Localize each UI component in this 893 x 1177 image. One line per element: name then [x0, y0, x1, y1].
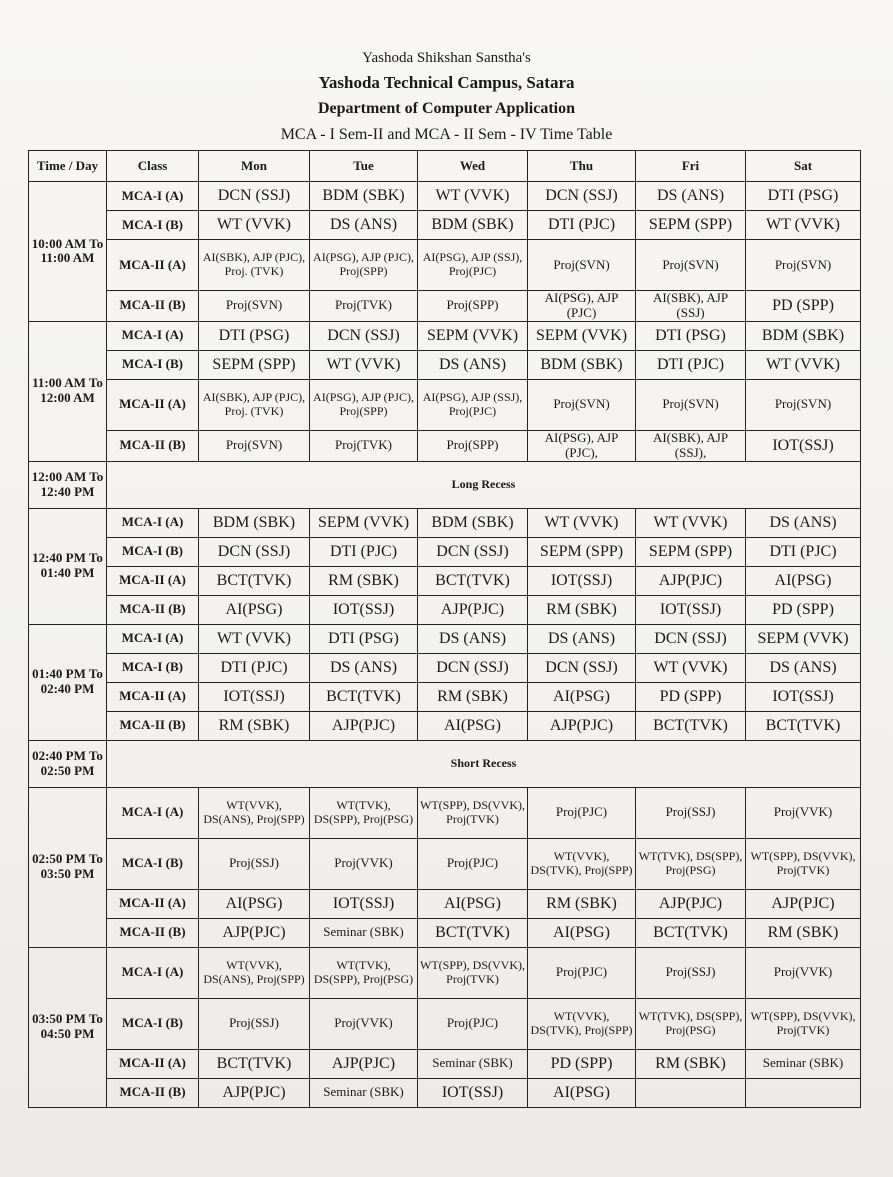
- class-label: MCA-I (B): [107, 998, 199, 1049]
- timetable: [28, 150, 861, 1108]
- lecture-cell: DS (ANS): [418, 624, 528, 653]
- lecture-cell: AI(PSG): [746, 566, 861, 595]
- lecture-cell: WT(VVK), DS(ANS), Proj(SPP): [199, 787, 310, 838]
- lecture-cell: IOT(SSJ): [310, 889, 418, 918]
- lecture-cell: AI(PSG): [528, 1078, 636, 1107]
- lecture-cell: DCN (SSJ): [199, 537, 310, 566]
- lecture-cell: WT(SPP), DS(VVK), Proj(TVK): [418, 787, 528, 838]
- lecture-cell: DCN (SSJ): [636, 624, 746, 653]
- lecture-cell: Proj(VVK): [310, 998, 418, 1049]
- lecture-cell: AJP(PJC): [746, 889, 861, 918]
- table-row: [29, 240, 861, 291]
- lecture-cell: AJP(PJC): [636, 889, 746, 918]
- class-label: MCA-II (A): [107, 682, 199, 711]
- recess-label: Short Recess: [107, 740, 861, 787]
- lecture-cell: Proj(SVN): [199, 291, 310, 322]
- lecture-cell: AJP(PJC): [199, 1078, 310, 1107]
- lecture-cell: AI(PSG), AJP (PJC): [528, 291, 636, 322]
- lecture-cell: PD (SPP): [746, 291, 861, 322]
- class-label: MCA-II (B): [107, 711, 199, 740]
- class-label: MCA-II (B): [107, 595, 199, 624]
- table-row: [29, 430, 861, 461]
- lecture-cell: WT(TVK), DS(SPP), Proj(PSG): [310, 787, 418, 838]
- lecture-cell: AI(PSG), AJP (PJC), Proj(SPP): [310, 379, 418, 430]
- lecture-cell: Proj(SPP): [418, 291, 528, 322]
- time-slot: 02:40 PM To 02:50 PM: [29, 740, 107, 787]
- lecture-cell: AI(SBK), AJP (PJC), Proj. (TVK): [199, 240, 310, 291]
- lecture-cell: RM (SBK): [746, 918, 861, 947]
- class-label: MCA-I (B): [107, 537, 199, 566]
- lecture-cell: DTI (PJC): [310, 537, 418, 566]
- table-row: [29, 682, 861, 711]
- lecture-cell: Proj(SVN): [199, 430, 310, 461]
- class-label: MCA-I (A): [107, 624, 199, 653]
- table-row: [29, 838, 861, 889]
- table-row: [29, 379, 861, 430]
- lecture-cell: DCN (SSJ): [199, 182, 310, 211]
- lecture-cell: BCT(TVK): [199, 1049, 310, 1078]
- lecture-cell: BDM (SBK): [528, 350, 636, 379]
- recess-label: Long Recess: [107, 461, 861, 508]
- lecture-cell: WT (VVK): [199, 211, 310, 240]
- lecture-cell: BCT(TVK): [636, 918, 746, 947]
- lecture-cell: DS (ANS): [636, 182, 746, 211]
- table-row: [29, 998, 861, 1049]
- lecture-cell: DCN (SSJ): [310, 321, 418, 350]
- lecture-cell: IOT(SSJ): [310, 595, 418, 624]
- lecture-cell: DS (ANS): [528, 624, 636, 653]
- table-row: [29, 182, 861, 211]
- lecture-cell: Seminar (SBK): [310, 918, 418, 947]
- lecture-cell: SEPM (VVK): [528, 321, 636, 350]
- time-slot: 02:50 PM To 03:50 PM: [29, 787, 107, 947]
- lecture-cell: RM (SBK): [418, 682, 528, 711]
- lecture-cell: IOT(SSJ): [746, 430, 861, 461]
- lecture-cell: DCN (SSJ): [418, 537, 528, 566]
- col-header: Class: [107, 151, 199, 182]
- lecture-cell: PD (SPP): [528, 1049, 636, 1078]
- class-label: MCA-II (B): [107, 430, 199, 461]
- lecture-cell: DTI (PSG): [199, 321, 310, 350]
- lecture-cell: Proj(SVN): [636, 240, 746, 291]
- lecture-cell: WT (VVK): [636, 653, 746, 682]
- lecture-cell: RM (SBK): [310, 566, 418, 595]
- lecture-cell: Seminar (SBK): [310, 1078, 418, 1107]
- lecture-cell: DTI (PJC): [636, 350, 746, 379]
- lecture-cell: Proj(PJC): [528, 947, 636, 998]
- class-label: MCA-I (A): [107, 508, 199, 537]
- header-row: [29, 151, 861, 182]
- table-row: [29, 566, 861, 595]
- lecture-cell: AI(SBK), AJP (SSJ): [636, 291, 746, 322]
- lecture-cell: BDM (SBK): [199, 508, 310, 537]
- table-row: [29, 947, 861, 998]
- lecture-cell: AJP(PJC): [310, 711, 418, 740]
- lecture-cell: SEPM (SPP): [636, 537, 746, 566]
- class-label: MCA-I (B): [107, 653, 199, 682]
- lecture-cell: Proj(TVK): [310, 430, 418, 461]
- lecture-cell: BCT(TVK): [418, 918, 528, 947]
- lecture-cell: DTI (PSG): [310, 624, 418, 653]
- class-label: MCA-II (B): [107, 1078, 199, 1107]
- lecture-cell: DTI (PJC): [199, 653, 310, 682]
- lecture-cell: DCN (SSJ): [418, 653, 528, 682]
- lecture-cell: IOT(SSJ): [199, 682, 310, 711]
- class-label: MCA-I (B): [107, 350, 199, 379]
- class-label: MCA-II (A): [107, 240, 199, 291]
- lecture-cell: DTI (PSG): [636, 321, 746, 350]
- lecture-cell: AI(PSG): [528, 918, 636, 947]
- table-row: [29, 711, 861, 740]
- col-header: Time / Day: [29, 151, 107, 182]
- time-slot: 03:50 PM To 04:50 PM: [29, 947, 107, 1107]
- table-row: [29, 508, 861, 537]
- table-row: [29, 918, 861, 947]
- lecture-cell: AJP(PJC): [310, 1049, 418, 1078]
- lecture-cell: WT(VVK), DS(TVK), Proj(SPP): [528, 838, 636, 889]
- lecture-cell: Proj(SSJ): [636, 947, 746, 998]
- lecture-cell: DTI (PJC): [528, 211, 636, 240]
- lecture-cell: BCT(TVK): [418, 566, 528, 595]
- lecture-cell: SEPM (VVK): [310, 508, 418, 537]
- lecture-cell: DS (ANS): [746, 508, 861, 537]
- lecture-cell: SEPM (SPP): [636, 211, 746, 240]
- lecture-cell: AI(PSG): [528, 682, 636, 711]
- time-slot: 01:40 PM To 02:40 PM: [29, 624, 107, 740]
- lecture-cell: Proj(SVN): [746, 240, 861, 291]
- lecture-cell: DS (ANS): [746, 653, 861, 682]
- lecture-cell: IOT(SSJ): [418, 1078, 528, 1107]
- timetable-title: MCA - I Sem-II and MCA - II Sem - IV Time Table: [280, 126, 613, 143]
- lecture-cell: AI(SBK), AJP (PJC), Proj. (TVK): [199, 379, 310, 430]
- lecture-cell: SEPM (SPP): [528, 537, 636, 566]
- lecture-cell: WT (VVK): [418, 182, 528, 211]
- lecture-cell: DS (ANS): [418, 350, 528, 379]
- class-label: MCA-I (A): [107, 321, 199, 350]
- lecture-cell: AI(PSG), AJP (PJC),: [528, 430, 636, 461]
- table-row: [29, 889, 861, 918]
- lecture-cell: AI(PSG): [418, 889, 528, 918]
- class-label: MCA-II (A): [107, 1049, 199, 1078]
- class-label: MCA-II (A): [107, 889, 199, 918]
- lecture-cell: AJP(PJC): [528, 711, 636, 740]
- lecture-cell: RM (SBK): [636, 1049, 746, 1078]
- lecture-cell: RM (SBK): [199, 711, 310, 740]
- lecture-cell: AI(PSG): [199, 595, 310, 624]
- lecture-cell: Proj(PJC): [528, 787, 636, 838]
- class-label: MCA-II (A): [107, 379, 199, 430]
- table-row: [29, 624, 861, 653]
- org-name: Yashoda Shikshan Sanstha's: [362, 50, 531, 66]
- table-row: [29, 291, 861, 322]
- class-label: MCA-I (B): [107, 838, 199, 889]
- lecture-cell: WT (VVK): [746, 211, 861, 240]
- table-row: [29, 595, 861, 624]
- time-slot: 12:00 AM To 12:40 PM: [29, 461, 107, 508]
- lecture-cell: BDM (SBK): [418, 211, 528, 240]
- lecture-cell: IOT(SSJ): [746, 682, 861, 711]
- col-header: Tue: [310, 151, 418, 182]
- lecture-cell: SEPM (SPP): [199, 350, 310, 379]
- table-row: [29, 653, 861, 682]
- lecture-cell: Proj(PJC): [418, 838, 528, 889]
- lecture-cell: WT(VVK), DS(TVK), Proj(SPP): [528, 998, 636, 1049]
- lecture-cell: Proj(PJC): [418, 998, 528, 1049]
- lecture-cell: IOT(SSJ): [636, 595, 746, 624]
- lecture-cell: AI(PSG), AJP (SSJ), Proj(PJC): [418, 240, 528, 291]
- table-row: [29, 787, 861, 838]
- class-label: MCA-I (A): [107, 787, 199, 838]
- table-row: [29, 211, 861, 240]
- lecture-cell: DCN (SSJ): [528, 182, 636, 211]
- lecture-cell: Proj(SSJ): [199, 998, 310, 1049]
- lecture-cell: Proj(SVN): [636, 379, 746, 430]
- lecture-cell: Proj(VVK): [746, 947, 861, 998]
- class-label: MCA-II (A): [107, 566, 199, 595]
- table-row: [29, 537, 861, 566]
- col-header: Thu: [528, 151, 636, 182]
- lecture-cell: WT(TVK), DS(SPP), Proj(PSG): [636, 998, 746, 1049]
- lecture-cell: WT (VVK): [636, 508, 746, 537]
- col-header: Mon: [199, 151, 310, 182]
- lecture-cell: WT (VVK): [746, 350, 861, 379]
- lecture-cell: WT (VVK): [310, 350, 418, 379]
- lecture-cell: WT (VVK): [528, 508, 636, 537]
- lecture-cell: Proj(VVK): [310, 838, 418, 889]
- lecture-cell: RM (SBK): [528, 889, 636, 918]
- recess-row: [29, 461, 861, 508]
- lecture-cell: Seminar (SBK): [418, 1049, 528, 1078]
- lecture-cell: BCT(TVK): [199, 566, 310, 595]
- lecture-cell: AI(PSG), AJP (PJC), Proj(SPP): [310, 240, 418, 291]
- time-slot: 10:00 AM To 11:00 AM: [29, 182, 107, 322]
- lecture-cell: AJP(PJC): [199, 918, 310, 947]
- lecture-cell: Proj(TVK): [310, 291, 418, 322]
- lecture-cell: Proj(SVN): [528, 379, 636, 430]
- col-header: Wed: [418, 151, 528, 182]
- lecture-cell: DCN (SSJ): [528, 653, 636, 682]
- class-label: MCA-I (A): [107, 947, 199, 998]
- lecture-cell: [636, 1078, 746, 1107]
- lecture-cell: Seminar (SBK): [746, 1049, 861, 1078]
- time-slot: 12:40 PM To 01:40 PM: [29, 508, 107, 624]
- class-label: MCA-I (A): [107, 182, 199, 211]
- lecture-cell: Proj(VVK): [746, 787, 861, 838]
- lecture-cell: WT(TVK), DS(SPP), Proj(PSG): [636, 838, 746, 889]
- lecture-cell: AI(PSG): [418, 711, 528, 740]
- lecture-cell: Proj(SPP): [418, 430, 528, 461]
- col-header: Sat: [746, 151, 861, 182]
- lecture-cell: BCT(TVK): [310, 682, 418, 711]
- class-label: MCA-II (B): [107, 291, 199, 322]
- lecture-cell: WT(SPP), DS(VVK), Proj(TVK): [746, 838, 861, 889]
- lecture-cell: BDM (SBK): [418, 508, 528, 537]
- lecture-cell: BCT(TVK): [636, 711, 746, 740]
- lecture-cell: WT(VVK), DS(ANS), Proj(SPP): [199, 947, 310, 998]
- campus-name: Yashoda Technical Campus, Satara: [318, 73, 575, 92]
- lecture-cell: WT (VVK): [199, 624, 310, 653]
- lecture-cell: BCT(TVK): [746, 711, 861, 740]
- lecture-cell: AI(SBK), AJP (SSJ),: [636, 430, 746, 461]
- lecture-cell: WT(SPP), DS(VVK), Proj(TVK): [418, 947, 528, 998]
- class-label: MCA-I (B): [107, 211, 199, 240]
- lecture-cell: DS (ANS): [310, 211, 418, 240]
- lecture-cell: AI(PSG): [199, 889, 310, 918]
- lecture-cell: WT(SPP), DS(VVK), Proj(TVK): [746, 998, 861, 1049]
- lecture-cell: WT(TVK), DS(SPP), Proj(PSG): [310, 947, 418, 998]
- lecture-cell: Proj(SVN): [528, 240, 636, 291]
- table-row: [29, 1049, 861, 1078]
- table-row: [29, 321, 861, 350]
- lecture-cell: Proj(SSJ): [636, 787, 746, 838]
- lecture-cell: RM (SBK): [528, 595, 636, 624]
- lecture-cell: AI(PSG), AJP (SSJ), Proj(PJC): [418, 379, 528, 430]
- lecture-cell: DTI (PSG): [746, 182, 861, 211]
- lecture-cell: DTI (PJC): [746, 537, 861, 566]
- table-row: [29, 350, 861, 379]
- department-name: Department of Computer Application: [317, 100, 576, 117]
- lecture-cell: BDM (SBK): [310, 182, 418, 211]
- lecture-cell: PD (SPP): [746, 595, 861, 624]
- lecture-cell: DS (ANS): [310, 653, 418, 682]
- time-slot: 11:00 AM To 12:00 AM: [29, 321, 107, 461]
- lecture-cell: SEPM (VVK): [418, 321, 528, 350]
- col-header: Fri: [636, 151, 746, 182]
- lecture-cell: BDM (SBK): [746, 321, 861, 350]
- table-row: [29, 1078, 861, 1107]
- lecture-cell: Proj(SSJ): [199, 838, 310, 889]
- lecture-cell: Proj(SVN): [746, 379, 861, 430]
- lecture-cell: AJP(PJC): [636, 566, 746, 595]
- lecture-cell: AJP(PJC): [418, 595, 528, 624]
- class-label: MCA-II (B): [107, 918, 199, 947]
- lecture-cell: SEPM (VVK): [746, 624, 861, 653]
- lecture-cell: IOT(SSJ): [528, 566, 636, 595]
- lecture-cell: [746, 1078, 861, 1107]
- lecture-cell: PD (SPP): [636, 682, 746, 711]
- recess-row: [29, 740, 861, 787]
